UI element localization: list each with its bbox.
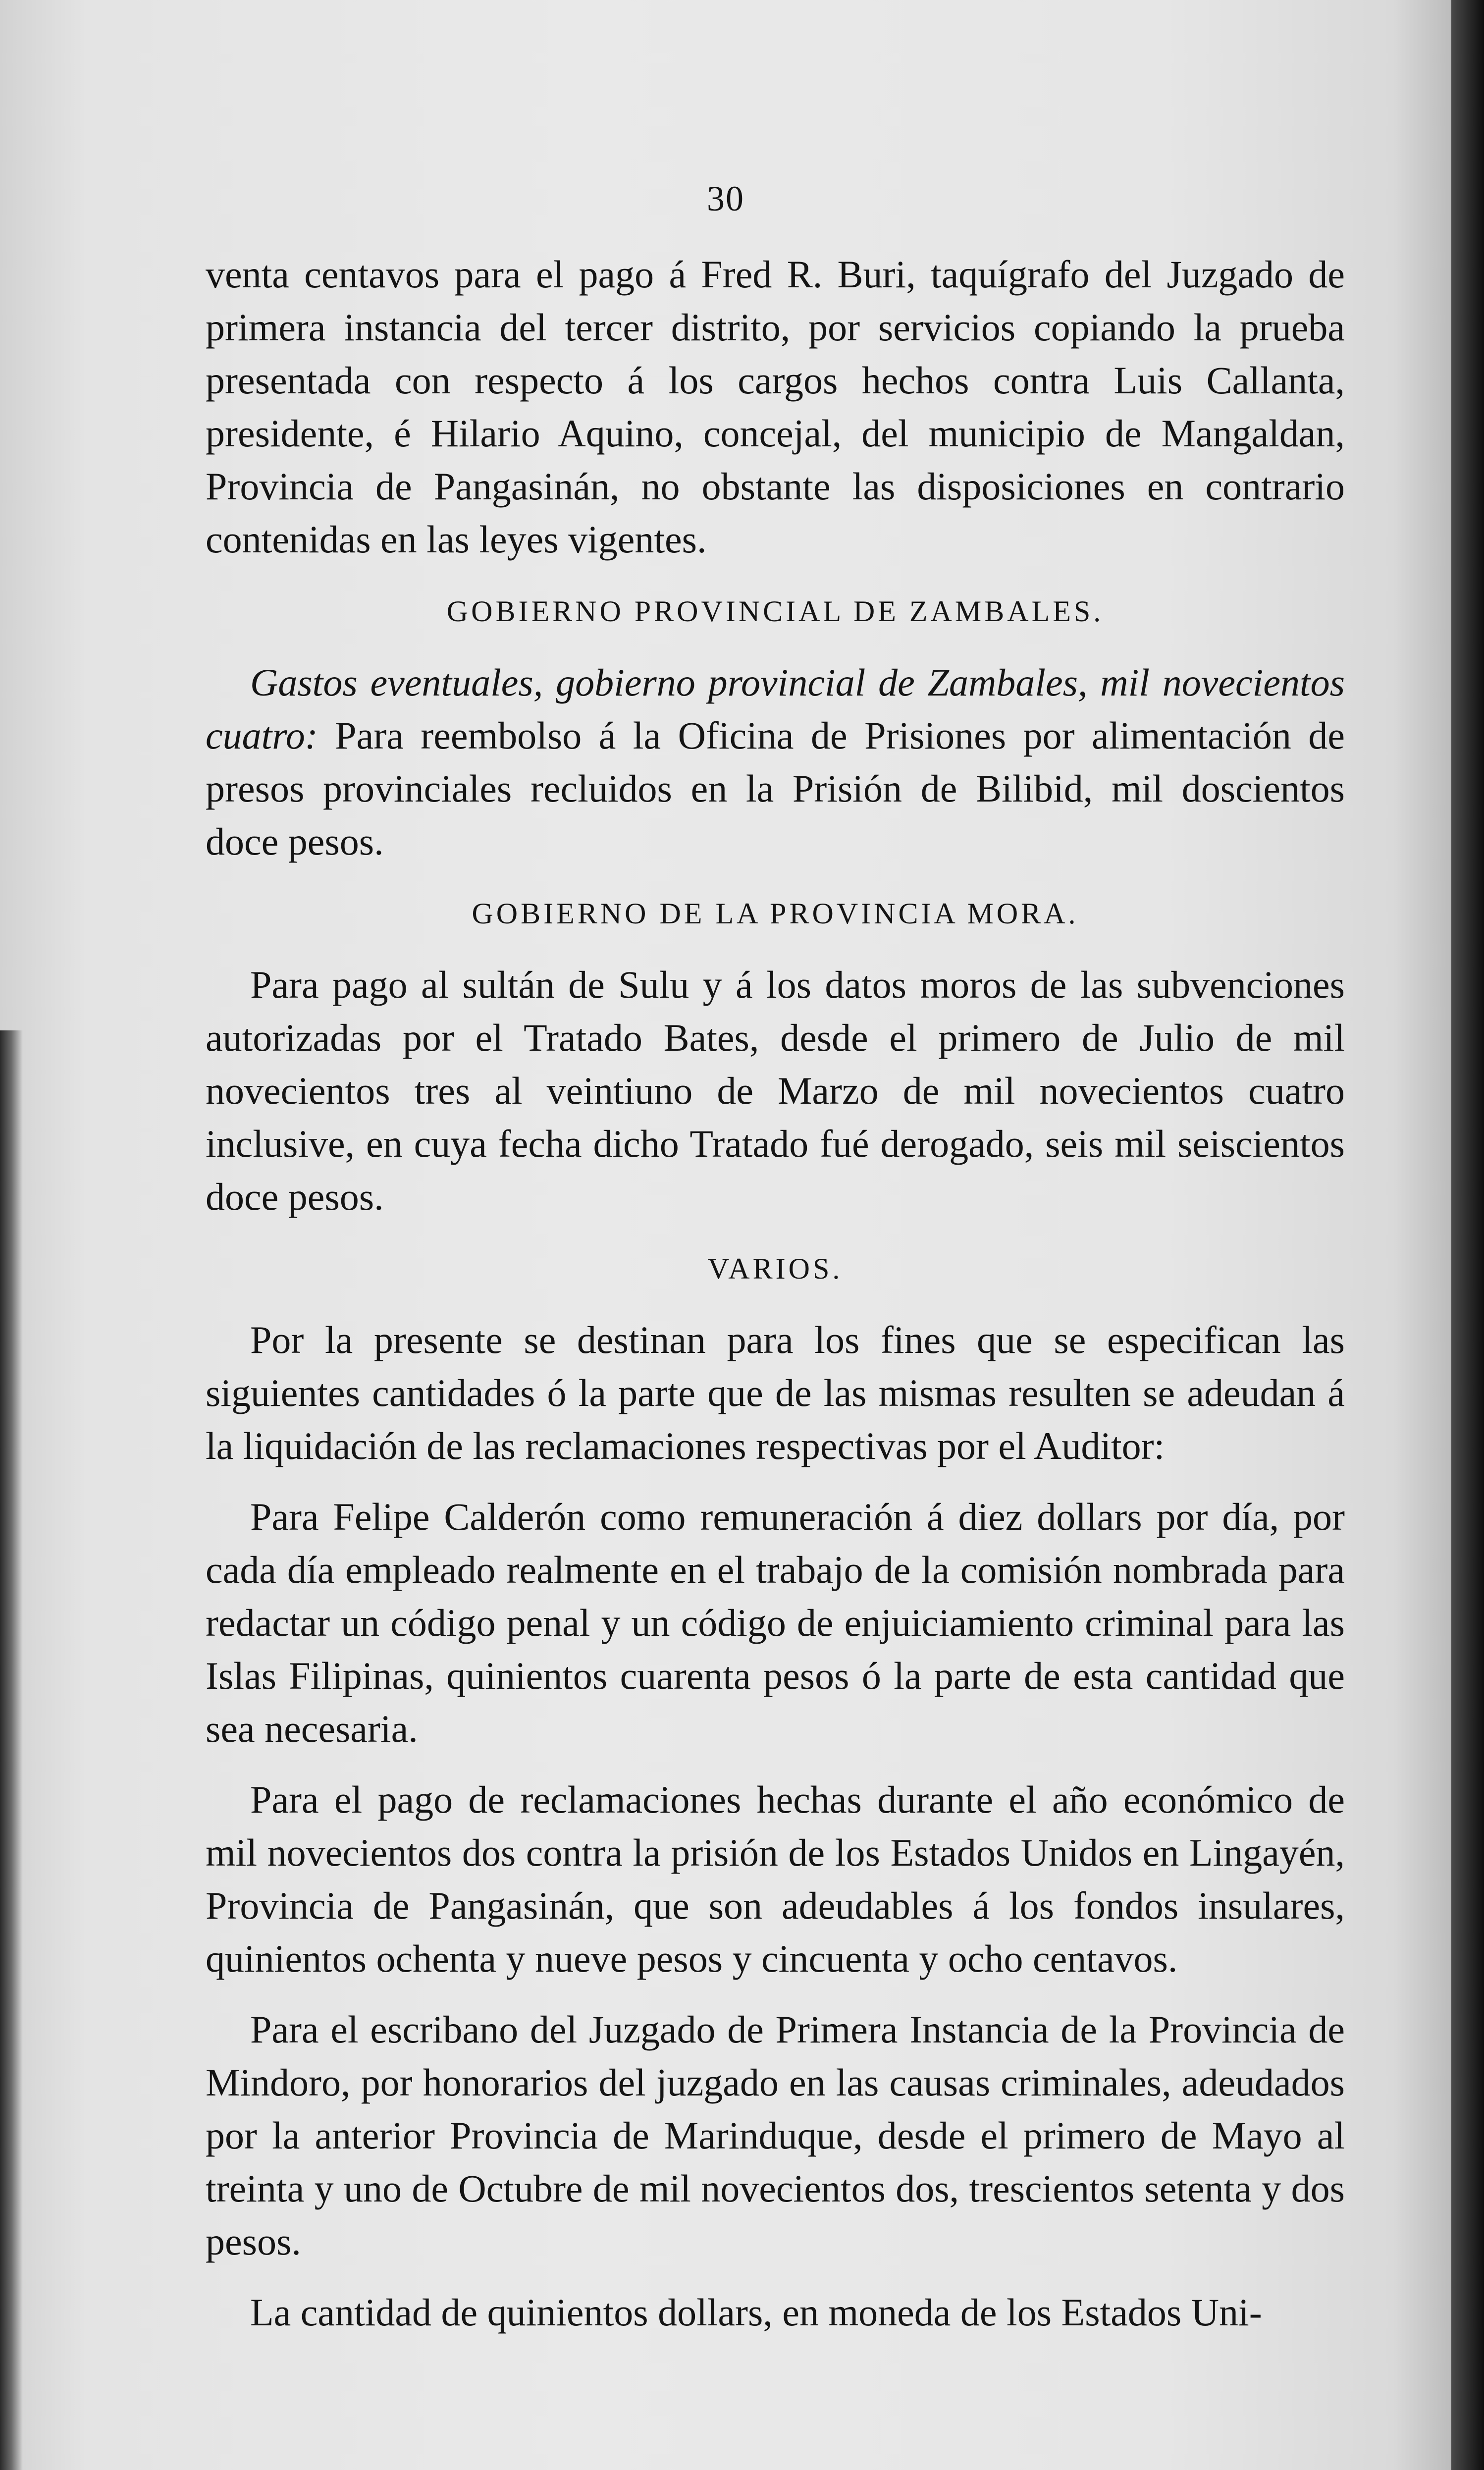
varios-paragraph-4: Para el escribano del Juzgado de Primera Instancia de la Provincia de Mindoro, por honorarios del juzgado en las causas criminales, adeudados por la anterior Provincia de Marinduque, desde el primero de Mayo al treinta y uno de Octubre de mil novecientos dos, trescientos setenta y dos pesos. [206,2008,1345,2263]
page-edge-shadow [1451,0,1484,2470]
page-binding-shadow [0,1030,23,2470]
mora-paragraph: Para pago al sultán de Sulu y á los datos moros de las subvenciones autorizadas por el Tratado Bates, desde el primero de Julio de mil novecientos tres al veintiuno de Marzo de mil novecientos cuatro inclusive, en cuya fecha dicho Tratado fué derogado, seis mil seiscientos doce pesos. [206,963,1345,1218]
intro-paragraph: venta centavos para el pago á Fred R. Buri, taquígrafo del Juzgado de primera instancia del tercer distrito, por servicios copiando la prueba presentada con respecto á los cargos hechos contra Luis Callanta, presidente, é Hilario Aquino, concejal, del municipio de Mangaldan, Provincia de Pangasinán, no obstante las disposiciones en contrario contenidas en las leyes vigentes. [206,253,1345,561]
page-number: 30 [707,179,744,218]
varios-paragraph-2: Para Felipe Calderón como remuneración á diez dollars por día, por cada día empleado realmente en el trabajo de la comisión nombrada para redactar un código penal y un código de enjuiciamiento criminal para las Islas Filipinas, quinientos cuarenta pesos ó la parte de esta cantidad que sea necesaria. [206,1495,1345,1750]
varios-paragraph-5: La cantidad de quinientos dollars, en moneda de los Estados Uni- [250,2291,1262,2334]
varios-paragraph-1: Por la presente se destinan para los fines que se especifican las siguientes cantidades ó la parte que de las mismas resulten se adeudan á la liquidación de las reclamaciones respectivas por el Auditor: [206,1318,1345,1467]
varios-paragraph-3: Para el pago de reclamaciones hechas durante el año económico de mil novecientos dos contra la prisión de los Estados Unidos en Lingayén, Provincia de Pangasinán, que son adeudables á los fondos insulares, quinientos ochenta y nueve pesos y cincuenta y ocho centavos. [206,1778,1345,1980]
zambales-lead: Gastos eventuales, gobierno provincial de Zambales, mil novecientos cuatro: [206,661,1345,757]
zambales-paragraph [206,656,1345,868]
zambales-text: Para reembolso á la Oficina de Prisiones por alimentación de presos provinciales recluidos en la Prisión de Bilibid, mil doscientos doce pesos. [206,714,1345,863]
page-body [206,248,1345,2339]
heading-mora: GOBIERNO DE LA PROVINCIA MORA. [472,897,1079,930]
heading-zambales: GOBIERNO PROVINCIAL DE ZAMBALES. [446,595,1104,628]
heading-varios: VARIOS. [707,1252,843,1285]
